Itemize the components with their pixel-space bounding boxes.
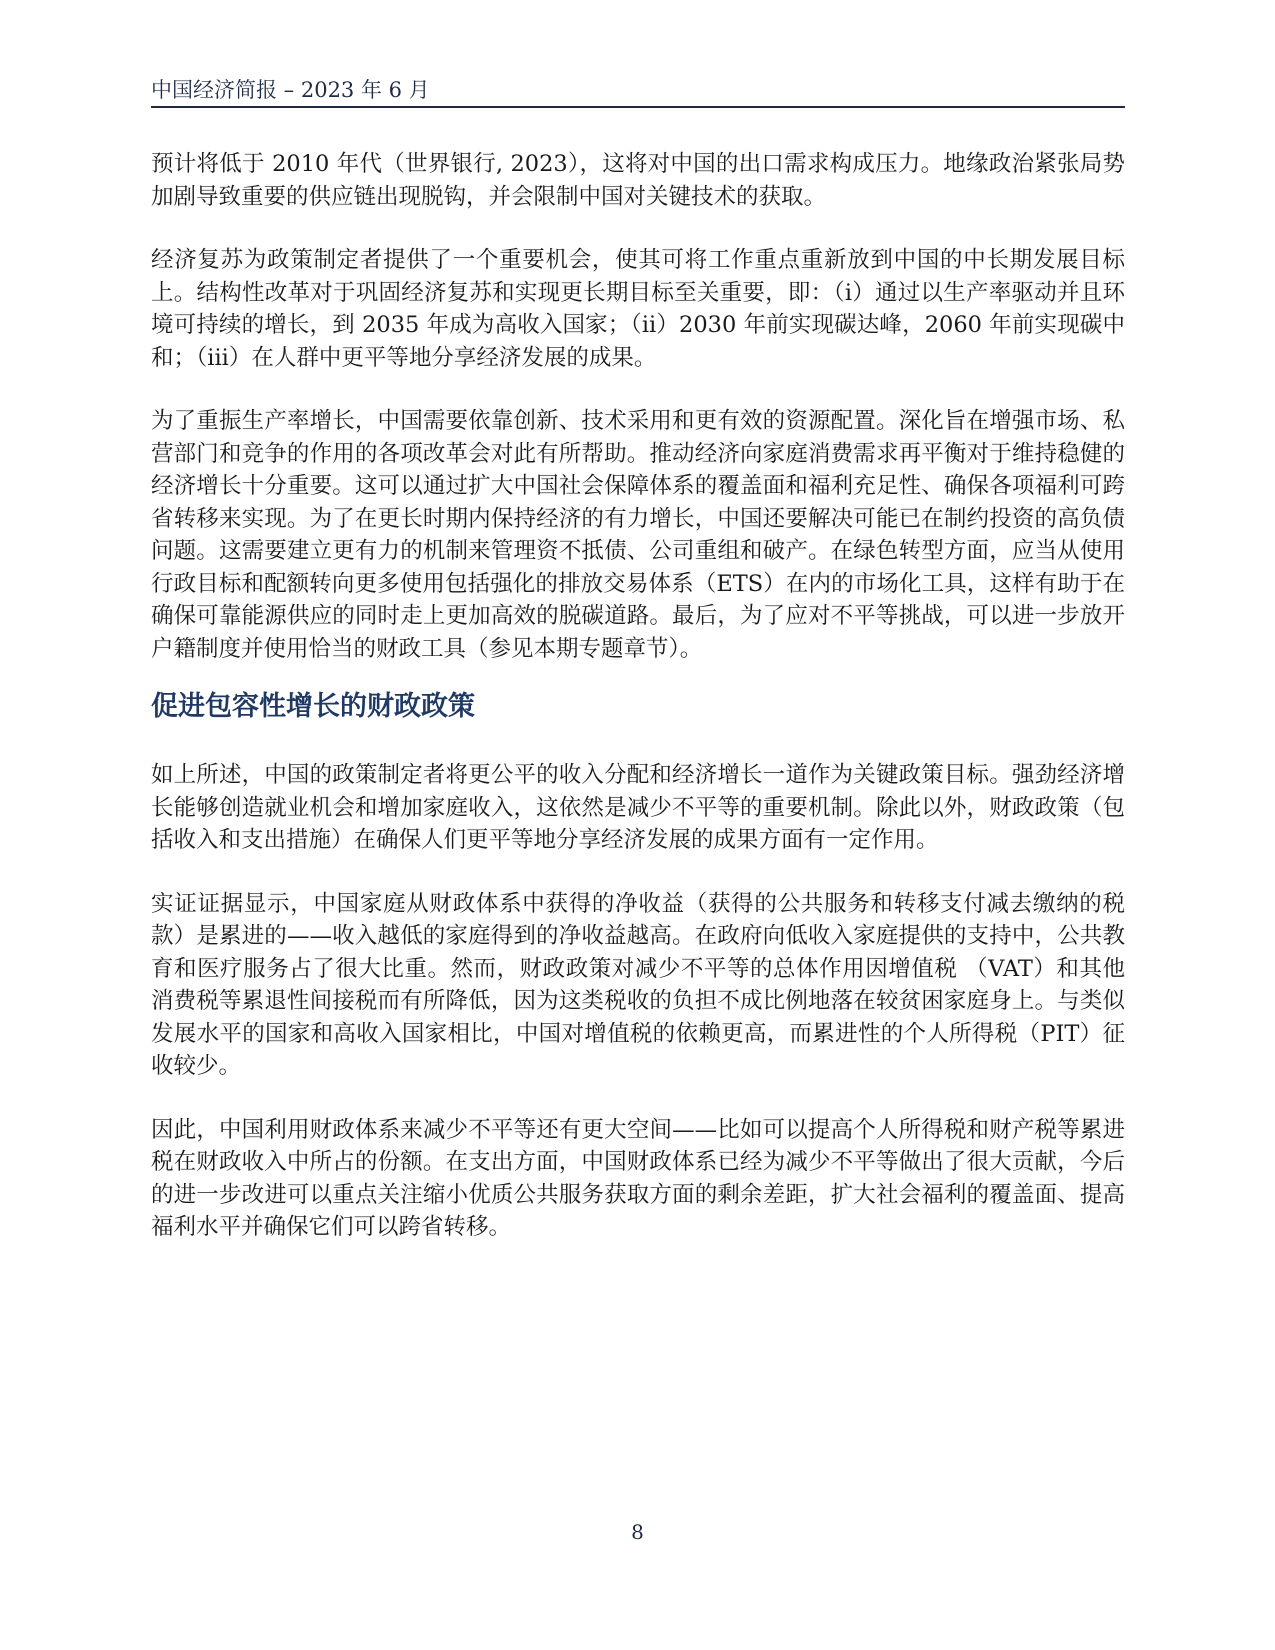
page-number: 8: [631, 1520, 644, 1544]
paragraph-4: 如上所述，中国的政策制定者将更公平的收入分配和经济增长一道作为关键政策目标。强劲经济增长能够创造就业机会和增加家庭收入，这依然是减少不平等的重要机制。除此以外，财政政策（包括收入和支出措施）在确保人们更平等地分享经济发展的成果方面有一定作用。: [151, 762, 1125, 853]
document-body: [151, 148, 1125, 1244]
paragraph-1: 预计将低于 2010 年代（世界银行, 2023），这将对中国的出口需求构成压力。地缘政治紧张局势加剧导致重要的供应链出现脱钩，并会限制中国对关键技术的获取。: [151, 151, 1125, 210]
paragraph-5: 实证证据显示，中国家庭从财政体系中获得的净收益（获得的公共服务和转移支付减去缴纳的税款）是累进的——收入越低的家庭得到的净收益越高。在政府向低收入家庭提供的支持中，公共教育和医疗服务占了很大比重。然而，财政政策对减少不平等的总体作用因增值税 （VAT）和其他消费税等累退性间接税而有所降低，因为这类税收的负担不成比例地落在较贫困家庭身上。与类似发展水平的国家和高收入国家相比，中国对增值税的依赖更高，而累进性的个人所得税（PIT）征收较少。: [151, 890, 1125, 1079]
running-header: 中国经济简报 – 2023 年 6 月: [151, 78, 430, 102]
paragraph-2: 经济复苏为政策制定者提供了一个重要机会，使其可将工作重点重新放到中国的中长期发展目标上。结构性改革对于巩固经济复苏和实现更长期目标至关重要，即：（i）通过以生产率驱动并且环境可持续的增长，到 2035 年成为高收入国家；（ii）2030 年前实现碳达峰，2060 年前实现碳中和；（iii）在人群中更平等地分享经济发展的成果。: [151, 247, 1125, 371]
header-rule: [151, 106, 1125, 108]
paragraph-3: 为了重振生产率增长，中国需要依靠创新、技术采用和更有效的资源配置。深化旨在增强市场、私营部门和竞争的作用的各项改革会对此有所帮助。推动经济向家庭消费需求再平衡对于维持稳健的经济增长十分重要。这可以通过扩大中国社会保障体系的覆盖面和福利充足性、确保各项福利可跨省转移来实现。为了在更长时期内保持经济的有力增长，中国还要解决可能已在制约投资的高负债问题。这需要建立更有力的机制来管理资不抵债、公司重组和破产。在绿色转型方面，应当从使用行政目标和配额转向更多使用包括强化的排放交易体系（ETS）在内的市场化工具，这样有助于在确保可靠能源供应的同时走上更加高效的脱碳道路。最后，为了应对不平等挑战，可以进一步放开户籍制度并使用恰当的财政工具（参见本期专题章节）。: [151, 408, 1125, 662]
section-heading: 促进包容性增长的财政政策: [151, 691, 475, 722]
paragraph-6: 因此，中国利用财政体系来减少不平等还有更大空间——比如可以提高个人所得税和财产税等累进税在财政收入中所占的份额。在支出方面，中国财政体系已经为减少不平等做出了很大贡献，今后的进一步改进可以重点关注缩小优质公共服务获取方面的剩余差距，扩大社会福利的覆盖面、提高福利水平并确保它们可以跨省转移。: [151, 1116, 1125, 1240]
